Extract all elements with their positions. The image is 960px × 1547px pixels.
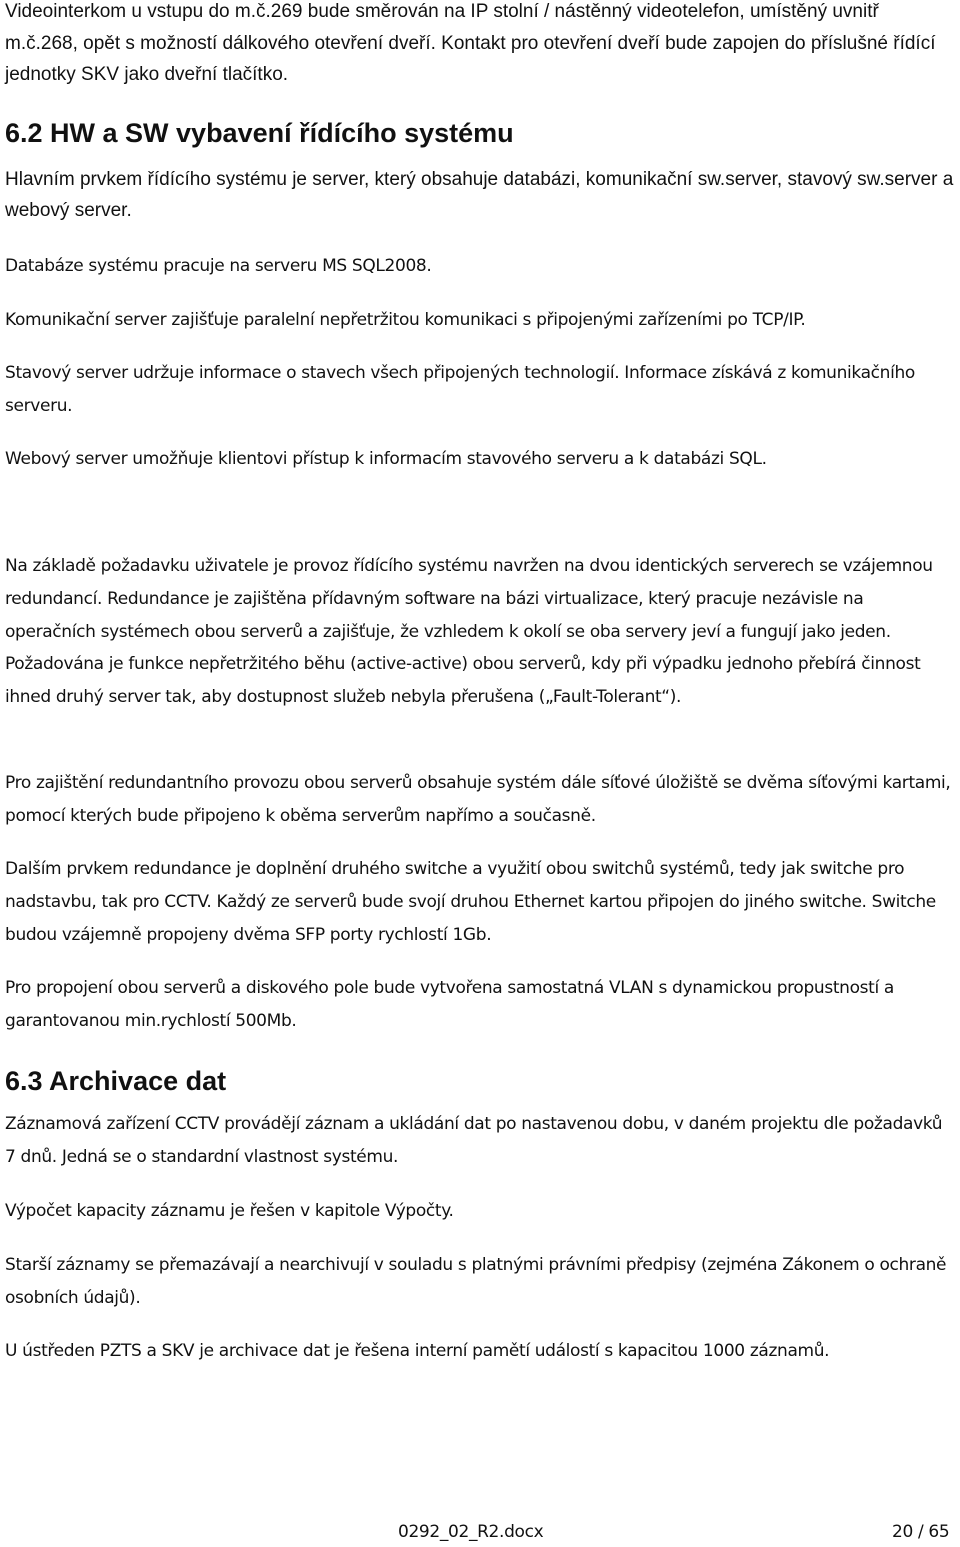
intro-paragraph: Videointerkom u vstupu do m.č.269 bude směrován na IP stolní / nástěnný videotelefon, umístěný uvnitř m.č.268, opět s možností dálkového otevření dveří. Kontakt pro otevření dveří bude zapojen do příslušné řídící jednotky SKV jako dveřní tlačítko. [5,1,936,85]
footer-page-number: 20 / 65 [892,1522,950,1542]
paragraph-database: Databáze systému pracuje na serveru MS SQL2008. [5,256,432,276]
paragraph-redundancy: Na základě požadavku uživatele je provoz řídícího systému navržen na dvou identických serverech se vzájemnou redundancí. Redundance je zajištěna přídavným software na bázi virtualizace, který pracuje nezávisle na operačních systémech obou serverů a zajišťuje, že vzhledem k okolí se oba servery jeví a fungují jako jeden. Požadována je funkce nepřetržitého běhu (active-active) obou serverů, kdy při výpadku jednoho přebírá činnost ihned druhý server tak, aby dostupnost služeb nebyla přerušena („Fault-Tolerant“). [5,556,933,708]
paragraph-cctv-recording: Záznamová zařízení CCTV provádějí záznam a ukládání dat po nastavenou dobu, v daném projektu dle požadavků 7 dnů. Jedná se o standardní vlastnost systému. [5,1114,943,1167]
section-6-3-heading: 6.3 Archivace dat [5,1066,227,1096]
paragraph-pzts-skv: U ústředen PZTS a SKV je archivace dat je řešena interní pamětí událostí s kapacitou 1000 záznamů. [5,1341,830,1361]
paragraph-comm-server: Komunikační server zajišťuje paralelní nepřetržitou komunikaci s připojenými zařízeními po TCP/IP. [5,310,806,330]
paragraph-vlan: Pro propojení obou serverů a diskového pole bude vytvořena samostatná VLAN s dynamickou propustností a garantovanou min.rychlostí 500Mb. [5,978,894,1031]
paragraph-status-server: Stavový server udržuje informace o stavech všech připojených technologií. Informace získává z komunikačního serveru. [5,363,915,416]
section-6-2-heading: 6.2 HW a SW vybavení řídícího systému [5,118,514,148]
paragraph-web-server: Webový server umožňuje klientovi přístup k informacím stavového serveru a k databázi SQL. [5,449,767,469]
paragraph-main-server: Hlavním prvkem řídícího systému je server, který obsahuje databázi, komunikační sw.server, stavový sw.server a webový server. [5,169,954,221]
paragraph-switch: Dalším prvkem redundance je doplnění druhého switche a využití obou switchů systémů, tedy jak switche pro nadstavbu, tak pro CCTV. Každý ze serverů bude svojí druhou Ethernet kartou připojen do jiného switche. Switche budou vzájemně propojeny dvěma SFP porty rychlostí 1Gb. [5,859,936,945]
paragraph-storage: Pro zajištění redundantního provozu obou serverů obsahuje systém dále síťové úložiště se dvěma síťovými kartami, pomocí kterých bude připojeno k oběma serverům napřímo a současně. [5,773,951,826]
footer-filename: 0292_02_R2.docx [398,1522,544,1542]
paragraph-old-records: Starší záznamy se přemazávají a nearchivují v souladu s platnými právními předpisy (zejména Zákonem o ochraně osobních údajů). [5,1255,947,1308]
paragraph-capacity: Výpočet kapacity záznamu je řešen v kapitole Výpočty. [5,1201,454,1221]
